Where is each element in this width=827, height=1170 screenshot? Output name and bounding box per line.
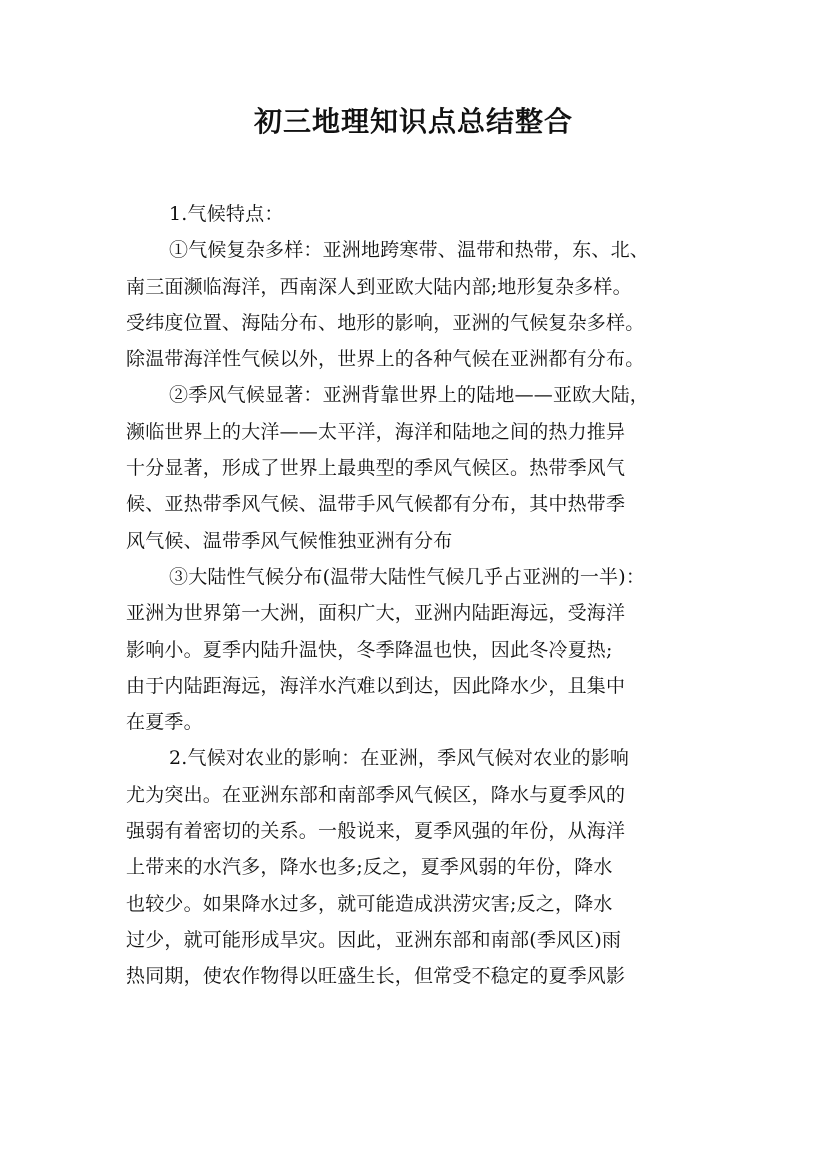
text-line: 受纬度位置、海陆分布、地形的影响，亚洲的气候复杂多样。 <box>126 311 645 334</box>
text-line: 亚洲为世界第一大洲，面积广大，亚洲内陆距海远，受海洋 <box>126 602 626 625</box>
text-line: 也较少。如果降水过多，就可能造成洪涝灾害;反之，降水 <box>126 892 613 915</box>
text-line: 除温带海洋性气候以外，世界上的各种气候在亚洲都有分布。 <box>126 348 645 371</box>
text-line: 由于内陆距海远，海洋水汽难以到达，因此降水少，且集中 <box>126 674 626 697</box>
text-line: ②季风气候显著：亚洲背靠世界上的陆地——亚欧大陆， <box>169 384 650 407</box>
text-line: 2.气候对农业的影响：在亚洲，季风气候对农业的影响 <box>169 747 630 770</box>
text-line: 强弱有着密切的关系。一般说来，夏季风强的年份，从海洋 <box>126 820 626 843</box>
document-body <box>126 196 706 995</box>
text-line: ③大陆性气候分布(温带大陆性气候几乎占亚洲的一半)： <box>169 565 646 588</box>
text-line: 在夏季。 <box>126 711 203 734</box>
text-line: 1.气候特点： <box>169 203 284 225</box>
text-line: 过少，就可能形成旱灾。因此，亚洲东部和南部(季风区)雨 <box>126 928 622 951</box>
text-line: 风气候、温带季风气候惟独亚洲有分布 <box>126 529 453 552</box>
document-title: 初三地理知识点总结整合 <box>253 105 573 138</box>
text-line: ①气候复杂多样：亚洲地跨寒带、温带和热带，东、北、 <box>169 239 650 262</box>
text-line: 热同期，使农作物得以旺盛生长，但常受不稳定的夏季风影 <box>126 965 626 988</box>
text-line: 候、亚热带季风气候、温带手风气候都有分布，其中热带季 <box>126 493 626 516</box>
text-line: 上带来的水汽多，降水也多;反之，夏季风弱的年份，降水 <box>126 856 613 879</box>
text-line: 濒临世界上的大洋——太平洋，海洋和陆地之间的热力推异 <box>126 420 626 443</box>
text-line: 十分显著，形成了世界上最典型的季风气候区。热带季风气 <box>126 457 626 480</box>
text-line: 尤为突出。在亚洲东部和南部季风气候区，降水与夏季风的 <box>126 783 626 806</box>
text-line: 南三面濒临海洋，西南深人到亚欧大陆内部;地形复杂多样。 <box>126 275 632 298</box>
text-line: 影响小。夏季内陆升温快，冬季降温也快，因此冬冷夏热; <box>126 638 613 661</box>
